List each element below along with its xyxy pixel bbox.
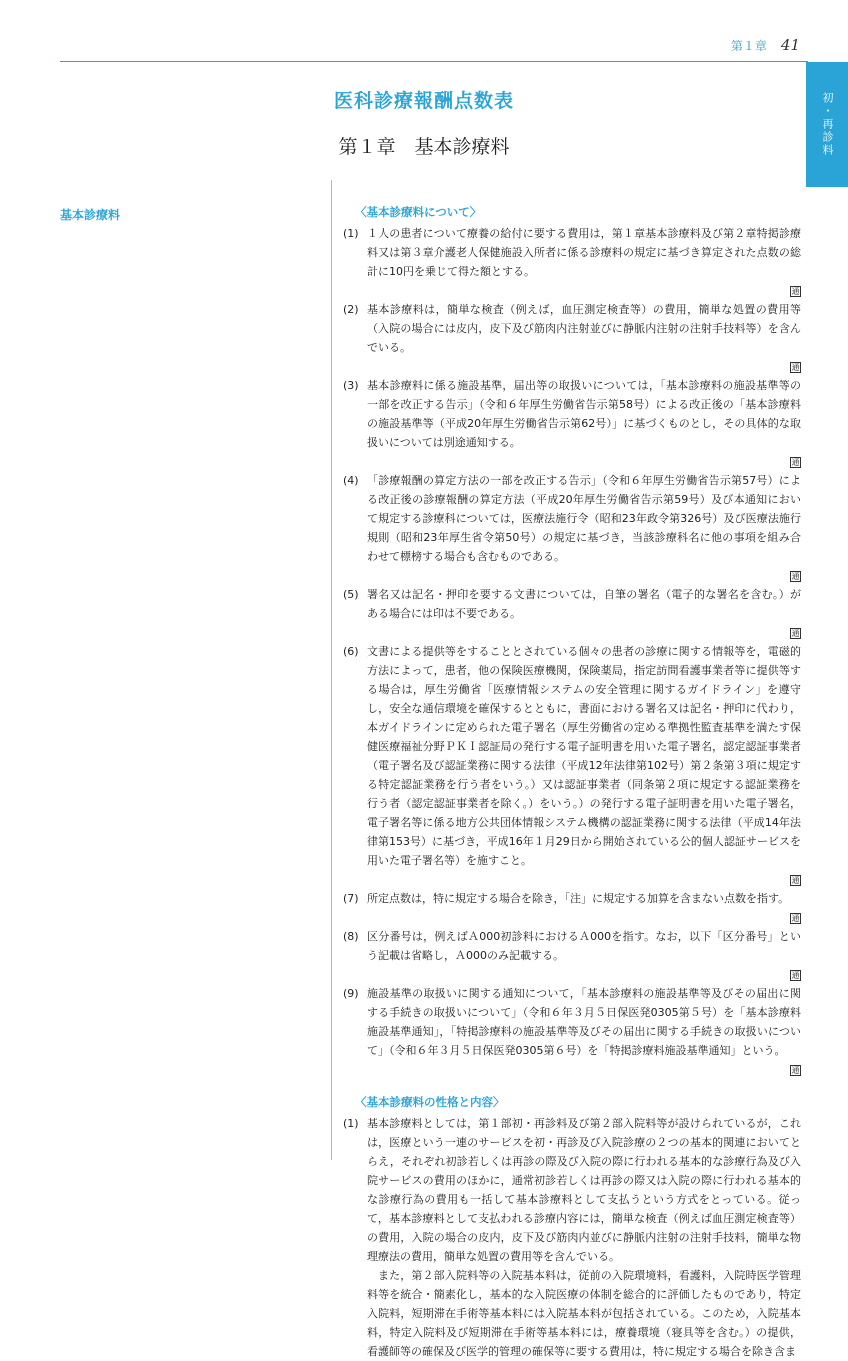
- notice-mark-icon: 通: [791, 457, 800, 467]
- item-number: (8): [343, 930, 359, 943]
- notice-mark-row: [343, 452, 801, 471]
- column-divider: [331, 180, 332, 1160]
- section-items: [343, 224, 801, 1079]
- item-text: １人の患者について療養の給付に要する費用は，第１章基本診療料及び第２章特掲診療料又は第３章介護老人保健施設入所者に係る診療料の規定に基づき算定された点数の総計に10円を乗じて得た額とする。: [367, 227, 801, 278]
- notice-mark-row: [343, 1060, 801, 1079]
- numbered-item: [343, 376, 801, 452]
- page-number: 41: [780, 36, 800, 54]
- notice-mark-row: [343, 965, 801, 984]
- running-head: [731, 36, 800, 54]
- item-text: 基本診療料は，簡単な検査（例えば，血圧測定検査等）の費用，簡単な処置の費用等（入院の場合には皮内，皮下及び筋肉内注射並びに静脈内注射の注射手技料等）を含んでいる。: [367, 303, 801, 354]
- item-number: (4): [343, 474, 359, 487]
- notice-mark-row: [343, 281, 801, 300]
- side-index-tab-label: 初・再診料: [821, 92, 834, 157]
- header-rule: [60, 61, 808, 62]
- item-number: (9): [343, 987, 359, 1000]
- margin-label: 基本診療料: [60, 208, 121, 222]
- section-heading: 〈基本診療料について〉: [355, 205, 482, 219]
- item-text: 基本診療料に係る施設基準，届出等の取扱いについては，「基本診療料の施設基準等の一部を改正する告示」（令和６年厚生労働省告示第58号）による改正後の「基本診療料の施設基準等（平成20年厚生労働省告示第62号）」に基づくものとし，その具体的な取扱いについては別途通知する。: [367, 379, 801, 449]
- side-index-tab: [806, 62, 848, 187]
- item-number: (1): [343, 227, 359, 240]
- numbered-item: [343, 927, 801, 965]
- notice-mark-icon: 通: [791, 571, 800, 581]
- item-number: (3): [343, 379, 359, 392]
- section-heading: 〈基本診療料の性格と内容〉: [355, 1095, 505, 1109]
- numbered-item: [343, 1114, 801, 1266]
- notice-mark-row: [343, 566, 801, 585]
- notice-mark-icon: 通: [791, 913, 800, 923]
- item-text: 「診療報酬の算定方法の一部を改正する告示」（令和６年厚生労働省告示第57号）による改正後の診療報酬の算定方法（平成20年厚生労働省告示第59号）及び本通知において規定する診療科については，医療法施行令（昭和23年政令第326号）及び医療法施行規則（昭和23年厚生省令第50号）の規定に基づき，当該診療科名に他の事項を組み合わせて標榜する場合も含むものである。: [367, 474, 801, 563]
- item-number: (5): [343, 588, 359, 601]
- document-title: 医科診療報酬点数表: [333, 90, 514, 112]
- notice-mark-icon: 通: [791, 970, 800, 980]
- notice-mark-icon: 通: [791, 628, 800, 638]
- item-text: 文書による提供等をすることとされている個々の患者の診療に関する情報等を，電磁的方法によって，患者，他の保険医療機関，保険薬局，指定訪問看護事業者等に提供等する場合は，厚生労働省「医療情報システムの安全管理に関するガイドライン」を遵守し，安全な通信環境を確保するとともに，書面における署名又は記名・押印に代わり，本ガイドラインに定められた電子署名（厚生労働省の定める準拠性監査基準を満たす保健医療福祉分野ＰＫＩ認証局の発行する電子証明書を用いた電子署名，認定認証事業者（電子署名及び認証業務に関する法律（平成12年法律第102号）第２条第３項に規定する特定認証業務を行う者をいう。）又は認証事業者（同条第２項に規定する認証業務を行う者（認定認証事業者を除く。）をいう。）の発行する電子証明書を用いた電子署名，電子署名等に係る地方公共団体情報システム機構の認証業務に関する法律（平成14年法律第153号）に基づき，平成16年１月29日から開始されている公的個人認証サービスを用いた電子署名等）を施すこと。: [367, 645, 801, 867]
- notice-mark-row: [343, 357, 801, 376]
- notice-mark-row: [343, 908, 801, 927]
- notice-mark-row: [343, 870, 801, 889]
- notice-mark-row: [343, 623, 801, 642]
- numbered-item: [343, 984, 801, 1060]
- chapter-title: 第１章 基本診療料: [338, 136, 510, 158]
- numbered-item: [343, 300, 801, 357]
- item-text: 基本診療料としては，第１部初・再診料及び第２部入院料等が設けられているが，これは，医療という一連のサービスを初・再診及び入院診療の２つの基本的関連においてとらえ，それぞれ初診若しくは再診の際及び入院の際に行われる基本的な診療行為及び入院サービスの費用のほかに，通常初診若しくは再診の際又は入院の際に行われる基本的な診療行為の費用も一括して基本診療料として支払うという方式をとっている。従って，基本診療料として支払われる診療内容には，簡単な検査（例えば血圧測定検査等）の費用，入院の場合の皮内，皮下及び筋肉内並びに静脈内注射の注射手技料，簡単な物理療法の費用，簡単な処置の費用等を含んでいる。: [367, 1117, 801, 1263]
- body-paragraph: また，第２部入院料等の入院基本料は，従前の入院環境料，看護料，入院時医学管理料等を統合・簡素化し，基本的な入院医療の体制を総合的に評価したものであり，特定入院料，短期滞在手術等基本料には入院基本料が包括されている。このため，入院基本料，特定入院料及び短期滞在手術等基本料には，療養環境（寝具等を含む。）の提供，看護師等の確保及び医学的管理の確保等に要する費用は，特に規定する場合を除き含ま: [367, 1269, 801, 1358]
- item-text: 区分番号は，例えばＡ000初診料におけるＡ000を指す。なお，以下「区分番号」という記載は省略し，Ａ000のみ記載する。: [367, 930, 801, 962]
- item-text: 施設基準の取扱いに関する通知について，「基本診療料の施設基準等及びその届出に関する手続きの取扱いについて」（令和６年３月５日保医発0305第５号）を「基本診療料施設基準通知」，「特掲診療料の施設基準等及びその届出に関する手続きの取扱いについて」（令和６年３月５日保医発0305第６号）を「特掲診療料施設基準通知」という。: [367, 987, 801, 1057]
- numbered-item: [343, 585, 801, 623]
- notice-mark-icon: 通: [791, 1065, 800, 1075]
- running-head-chapter: 第１章: [730, 39, 767, 53]
- item-number: (7): [343, 892, 359, 905]
- numbered-item: [343, 224, 801, 281]
- section-items: [343, 1114, 801, 1266]
- item-text: 署名又は記名・押印を要する文書については，自筆の署名（電子的な署名を含む。）がある場合には印は不要である。: [367, 588, 801, 620]
- item-number: (1): [343, 1117, 359, 1130]
- numbered-item: [343, 642, 801, 870]
- item-text: 所定点数は，特に規定する場合を除き，「注」に規定する加算を含まない点数を指す。: [367, 892, 790, 905]
- notice-mark-icon: 通: [791, 362, 800, 372]
- main-text-column: [343, 203, 801, 1361]
- notice-mark-icon: 通: [791, 875, 800, 885]
- numbered-item: [343, 471, 801, 566]
- item-number: (2): [343, 303, 359, 316]
- numbered-item: [343, 889, 801, 908]
- notice-mark-icon: 通: [791, 286, 800, 296]
- item-number: (6): [343, 645, 359, 658]
